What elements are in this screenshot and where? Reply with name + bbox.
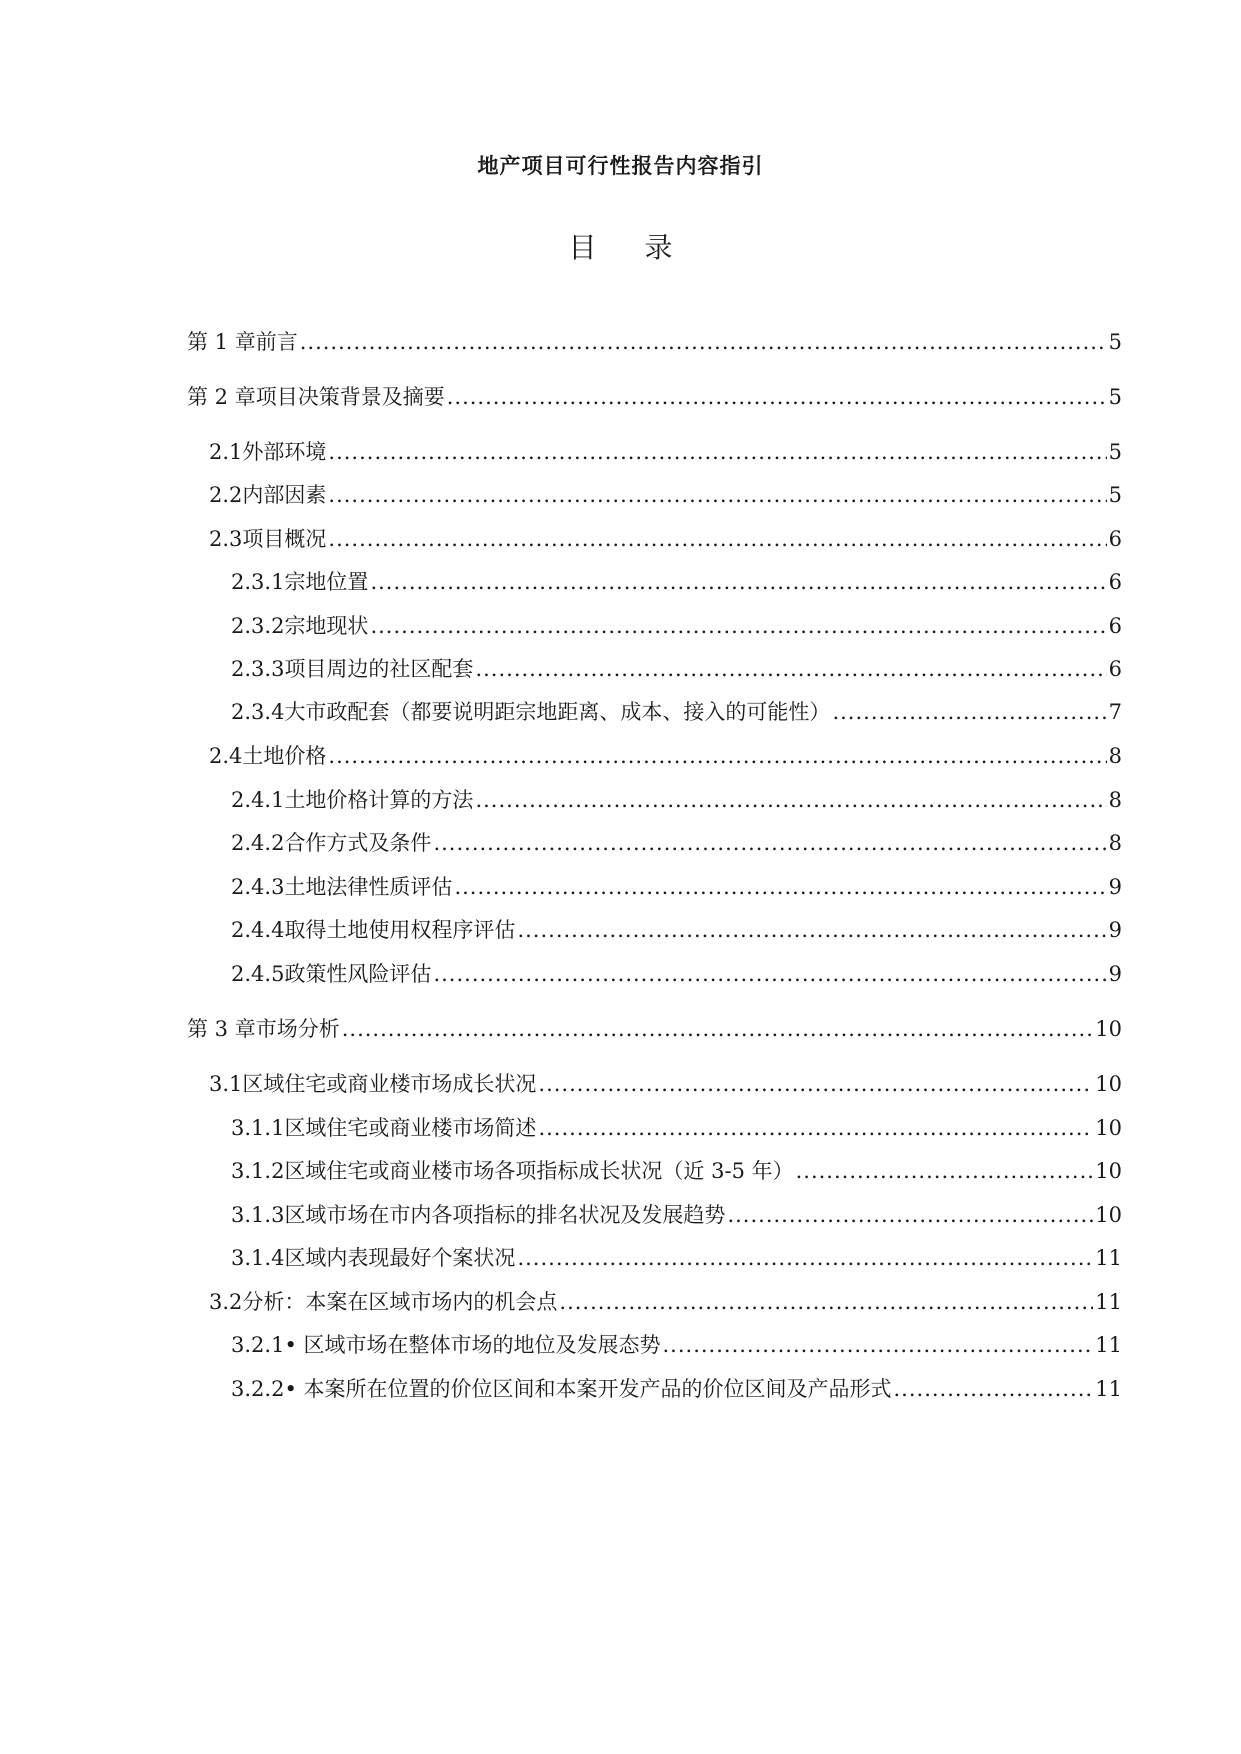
toc-entry-title: 项目决策背景及摘要: [255, 385, 445, 409]
toc-entry-page: 10: [1095, 1017, 1122, 1041]
toc-entry-title: 取得土地使用权程序评估: [284, 918, 516, 942]
toc-entry-number: 第 1 章: [187, 330, 256, 354]
toc-entry[interactable]: [231, 829, 1122, 857]
toc-entry-page: 10: [1095, 1159, 1122, 1183]
toc-leader-dots: [370, 568, 1106, 596]
toc-entry[interactable]: [231, 960, 1122, 988]
toc-entry-page: 10: [1095, 1203, 1122, 1227]
toc-leader-dots: [370, 612, 1106, 640]
toc-leader-dots: [727, 1201, 1093, 1229]
toc-entry-title: 内部因素: [242, 483, 327, 507]
toc-entry-number: 2.3.2: [231, 614, 285, 638]
toc-heading: [0, 226, 1241, 266]
toc-entry-title: 前言: [255, 330, 298, 354]
toc-entry-title: 土地价格计算的方法: [284, 788, 474, 812]
toc-entry[interactable]: [231, 612, 1122, 640]
toc-entry-title: 大市政配套（都要说明距宗地距离、成本、接入的可能性）: [284, 700, 831, 724]
toc-entry-title: 土地法律性质评估: [284, 875, 453, 899]
toc-entry-page: 11: [1095, 1246, 1122, 1270]
toc-entry-page: 6: [1108, 614, 1122, 638]
toc-entry[interactable]: [231, 1375, 1122, 1403]
toc-entry-number: 2.3.4: [231, 700, 285, 724]
toc-entry-number: 2.3.1: [231, 570, 285, 594]
toc-entry-page: 11: [1095, 1290, 1122, 1314]
toc-entry-title: 分析：本案在区域市场内的机会点: [242, 1290, 558, 1314]
toc-leader-dots: [328, 438, 1106, 466]
toc-entry[interactable]: [209, 481, 1122, 509]
toc-entry-number: 2.1: [209, 440, 243, 464]
toc-entry-number: 第 3 章: [187, 1017, 256, 1041]
toc-leader-dots: [328, 742, 1106, 770]
toc-leader-dots: [894, 1375, 1094, 1403]
toc-entry-page: 7: [1108, 700, 1122, 724]
toc-entry-number: 2.4.2: [231, 831, 285, 855]
toc-leader-dots: [475, 655, 1106, 683]
toc-entry-number: 3.1: [209, 1072, 243, 1096]
toc-entry-title: 外部环境: [242, 440, 327, 464]
toc-entry-page: 6: [1108, 570, 1122, 594]
toc-leader-dots: [328, 525, 1106, 553]
toc-entry[interactable]: [231, 1201, 1122, 1229]
toc-leader-dots: [517, 916, 1106, 944]
toc-entry[interactable]: [231, 568, 1122, 596]
toc-entry-title: 区域住宅或商业楼市场简述: [284, 1116, 537, 1140]
toc-entry-title: 宗地位置: [284, 570, 369, 594]
toc-entry-title: 项目概况: [242, 527, 327, 551]
toc-entry-title: 项目周边的社区配套: [284, 657, 474, 681]
toc-entry-page: 11: [1095, 1377, 1122, 1401]
toc-leader-dots: [433, 829, 1106, 857]
toc-entry-number: 3.1.3: [231, 1203, 285, 1227]
toc-entry[interactable]: [231, 1244, 1122, 1272]
toc-entry-page: 9: [1108, 918, 1122, 942]
toc-entry-number: 3.2.1: [231, 1333, 285, 1357]
toc-entry-number: 3.1.2: [231, 1159, 285, 1183]
toc-entry[interactable]: [231, 655, 1122, 683]
toc-entry-page: 5: [1108, 330, 1122, 354]
toc-entry-number: 2.4.1: [231, 788, 285, 812]
toc-entry-title: 区域住宅或商业楼市场成长状况: [242, 1072, 537, 1096]
toc-entry-title: • 本案所在位置的价位区间和本案开发产品的价位区间及产品形式: [284, 1377, 892, 1401]
toc-entry-title: 区域市场在市内各项指标的排名状况及发展趋势: [284, 1203, 726, 1227]
toc-entry-page: 8: [1108, 831, 1122, 855]
toc-entry[interactable]: [209, 525, 1122, 553]
toc-entry-title: 合作方式及条件: [284, 831, 432, 855]
toc-entry-title: 区域内表现最好个案状况: [284, 1246, 516, 1270]
toc-entry-title: 政策性风险评估: [284, 962, 432, 986]
toc-entry[interactable]: [231, 786, 1122, 814]
toc-entry[interactable]: [231, 1331, 1122, 1359]
toc-entry[interactable]: [209, 1070, 1122, 1098]
toc-leader-dots: [328, 481, 1106, 509]
toc-entry-page: 5: [1108, 385, 1122, 409]
toc-entry[interactable]: [231, 698, 1122, 726]
toc-entry-page: 8: [1108, 744, 1122, 768]
toc-entry-title: 土地价格: [242, 744, 327, 768]
toc-entry-page: 8: [1108, 788, 1122, 812]
toc-entry-title: 区域住宅或商业楼市场各项指标成长状况（近 3-5 年）: [284, 1159, 794, 1183]
toc-entry-page: 6: [1108, 527, 1122, 551]
toc-heading-char: 目: [568, 231, 597, 264]
toc-leader-dots: [796, 1157, 1094, 1185]
toc-entry-title: • 区域市场在整体市场的地位及发展态势: [284, 1333, 661, 1357]
toc-entry-number: 2.4: [209, 744, 243, 768]
toc-entry[interactable]: [231, 873, 1122, 901]
toc-entry-number: 2.2: [209, 483, 243, 507]
toc-entry-page: 6: [1108, 657, 1122, 681]
toc-leader-dots: [447, 383, 1107, 411]
toc-entry-page: 11: [1095, 1333, 1122, 1357]
toc-entry-number: 2.4.5: [231, 962, 285, 986]
toc-leader-dots: [517, 1244, 1093, 1272]
toc-entry-page: 10: [1095, 1116, 1122, 1140]
toc-entry-number: 3.1.1: [231, 1116, 285, 1140]
toc-entry[interactable]: [209, 742, 1122, 770]
toc-leader-dots: [475, 786, 1106, 814]
toc-leader-dots: [832, 698, 1106, 726]
document-title: 地产项目可行性报告内容指引: [477, 153, 764, 178]
toc-entry-number: 第 2 章: [187, 385, 256, 409]
toc-entry-page: 9: [1108, 875, 1122, 899]
toc-leader-dots: [454, 873, 1106, 901]
toc-entry-number: 2.4.4: [231, 918, 285, 942]
toc-entry-title: 市场分析: [255, 1017, 340, 1041]
toc-entry-number: 3.2.2: [231, 1377, 285, 1401]
toc-entry[interactable]: [231, 1157, 1122, 1185]
toc-entry-number: 2.3: [209, 527, 243, 551]
toc-entry-title: 宗地现状: [284, 614, 369, 638]
toc-entry-page: 5: [1108, 440, 1122, 464]
toc-entry-number: 3.1.4: [231, 1246, 285, 1270]
toc-leader-dots: [538, 1114, 1093, 1142]
toc-entry[interactable]: [187, 328, 1122, 356]
toc-entry-page: 9: [1108, 962, 1122, 986]
toc-leader-dots: [538, 1070, 1093, 1098]
toc-entry[interactable]: [231, 1114, 1122, 1142]
toc-leader-dots: [300, 328, 1107, 356]
toc-entry[interactable]: [187, 1015, 1122, 1043]
toc-entry[interactable]: [209, 438, 1122, 466]
toc-entry[interactable]: [231, 916, 1122, 944]
toc-entry[interactable]: [187, 383, 1122, 411]
toc-entry-page: 10: [1095, 1072, 1122, 1096]
toc-heading-char: 录: [644, 231, 673, 264]
toc-entry-number: 3.2: [209, 1290, 243, 1314]
toc-entry[interactable]: [209, 1288, 1122, 1316]
toc-entry-page: 5: [1108, 483, 1122, 507]
toc-leader-dots: [663, 1331, 1094, 1359]
toc-entry-number: 2.3.3: [231, 657, 285, 681]
toc-leader-dots: [342, 1015, 1094, 1043]
toc-leader-dots: [559, 1288, 1093, 1316]
toc-leader-dots: [433, 960, 1106, 988]
toc-entry-number: 2.4.3: [231, 875, 285, 899]
